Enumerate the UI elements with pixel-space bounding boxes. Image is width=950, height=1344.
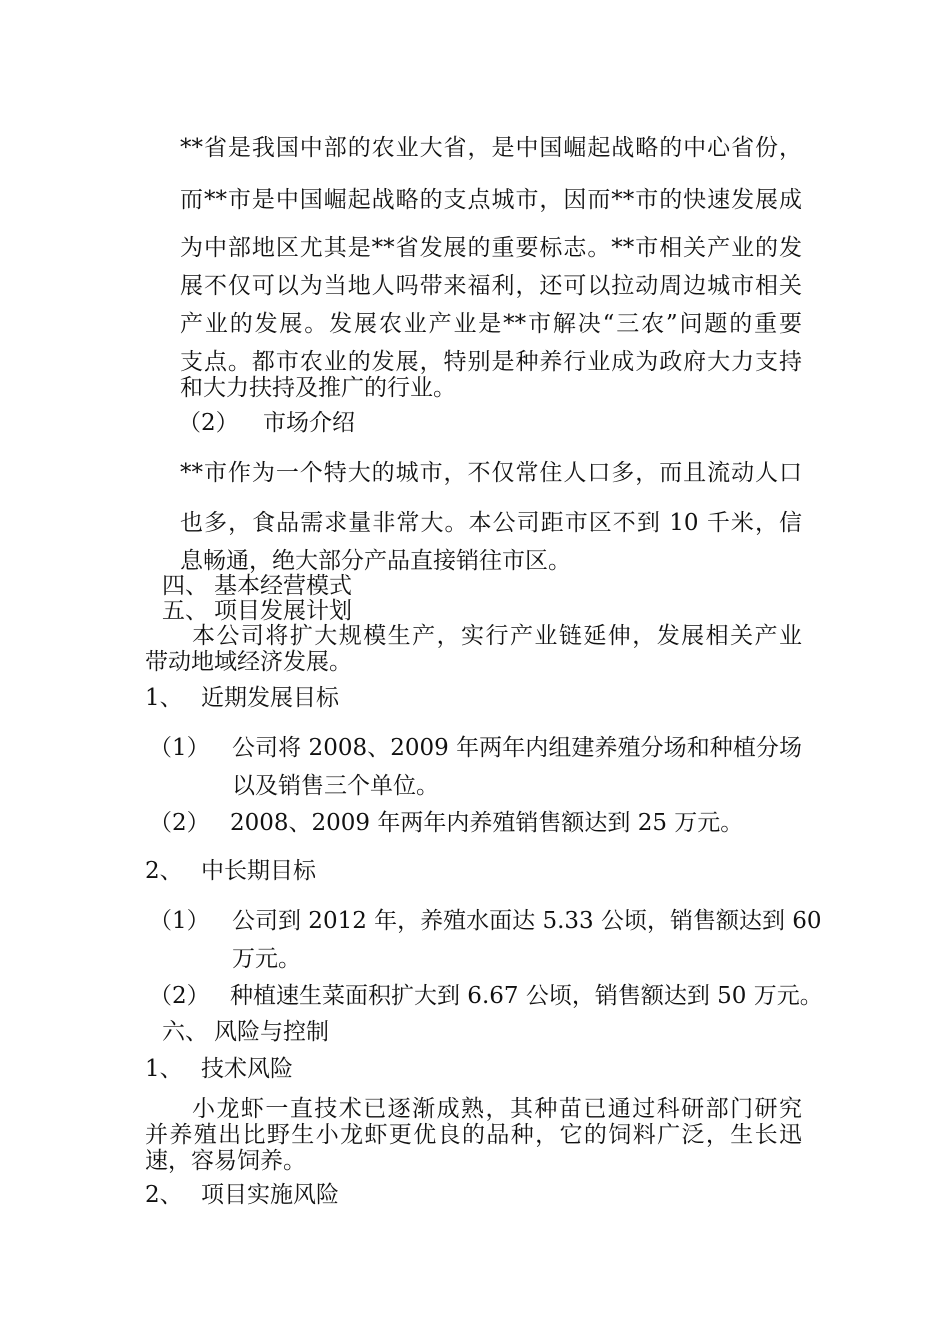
item-number: （2） — [149, 810, 210, 836]
paragraph-line: 而**市是中国崛起战略的支点城市，因而**市的快速发展成 — [180, 187, 802, 213]
subsection-title: 市场介绍 — [263, 410, 355, 436]
section-number: 五、 — [162, 598, 208, 624]
section-title: 项目发展计划 — [214, 598, 352, 624]
paragraph-line: **市作为一个特大的城市，不仅常住人口多，而且流动人口 — [180, 460, 802, 486]
item-text-line: 公司到 2012 年，养殖水面达 5.33 公顷，销售额达到 60 — [232, 908, 822, 934]
item-number: （2） — [149, 983, 210, 1009]
paragraph-line: 本公司将扩大规模生产，实行产业链延伸，发展相关产业 — [192, 623, 802, 649]
item-title: 技术风险 — [201, 1056, 293, 1082]
item-number: 1、 — [145, 685, 183, 711]
paragraph-line: 为中部地区尤其是**省发展的重要标志。**市相关产业的发 — [180, 235, 802, 261]
paragraph-line: 小龙虾一直技术已逐渐成熟，其种苗已通过科研部门研究 — [192, 1096, 802, 1122]
section-number: 四、 — [162, 573, 208, 599]
subsection-number: （2） — [178, 410, 239, 436]
paragraph-line: 也多，食品需求量非常大。本公司距市区不到 10 千米，信 — [180, 510, 802, 536]
item-number: 2、 — [145, 1182, 183, 1208]
paragraph-line: 带动地域经济发展。 — [145, 649, 352, 675]
item-text-line: 万元。 — [232, 946, 301, 972]
paragraph-line: 息畅通，绝大部分产品直接销往市区。 — [180, 548, 571, 574]
paragraph-line: 和大力扶持及推广的行业。 — [180, 375, 456, 401]
item-number: （1） — [149, 908, 210, 934]
item-title: 中长期目标 — [201, 858, 316, 884]
item-title: 项目实施风险 — [201, 1182, 339, 1208]
section-title: 基本经营模式 — [214, 573, 352, 599]
item-text-line: 2008、2009 年两年内养殖销售额达到 25 万元。 — [230, 810, 744, 836]
paragraph-line: **省是我国中部的农业大省，是中国崛起战略的中心省份， — [180, 135, 802, 161]
paragraph-line: 产业的发展。发展农业产业是**市解决“三农”问题的重要 — [180, 311, 802, 337]
item-number: （1） — [149, 735, 210, 761]
item-title: 近期发展目标 — [201, 685, 339, 711]
paragraph-line: 并养殖出比野生小龙虾更优良的品种，它的饲料广泛，生长迅 — [145, 1122, 802, 1148]
paragraph-line: 展不仅可以为当地人吗带来福利，还可以拉动周边城市相关 — [180, 273, 802, 299]
section-number: 六、 — [162, 1019, 208, 1045]
paragraph-line: 速，容易饲养。 — [145, 1148, 306, 1174]
item-number: 2、 — [145, 858, 183, 884]
item-number: 1、 — [145, 1056, 183, 1082]
item-text-line: 种植速生菜面积扩大到 6.67 公顷，销售额达到 50 万元。 — [230, 983, 823, 1009]
section-title: 风险与控制 — [214, 1019, 329, 1045]
item-text-line: 公司将 2008、2009 年两年内组建养殖分场和种植分场 — [232, 735, 802, 761]
paragraph-line: 支点。都市农业的发展，特别是种养行业成为政府大力支持 — [180, 349, 802, 375]
item-text-line: 以及销售三个单位。 — [232, 773, 439, 799]
